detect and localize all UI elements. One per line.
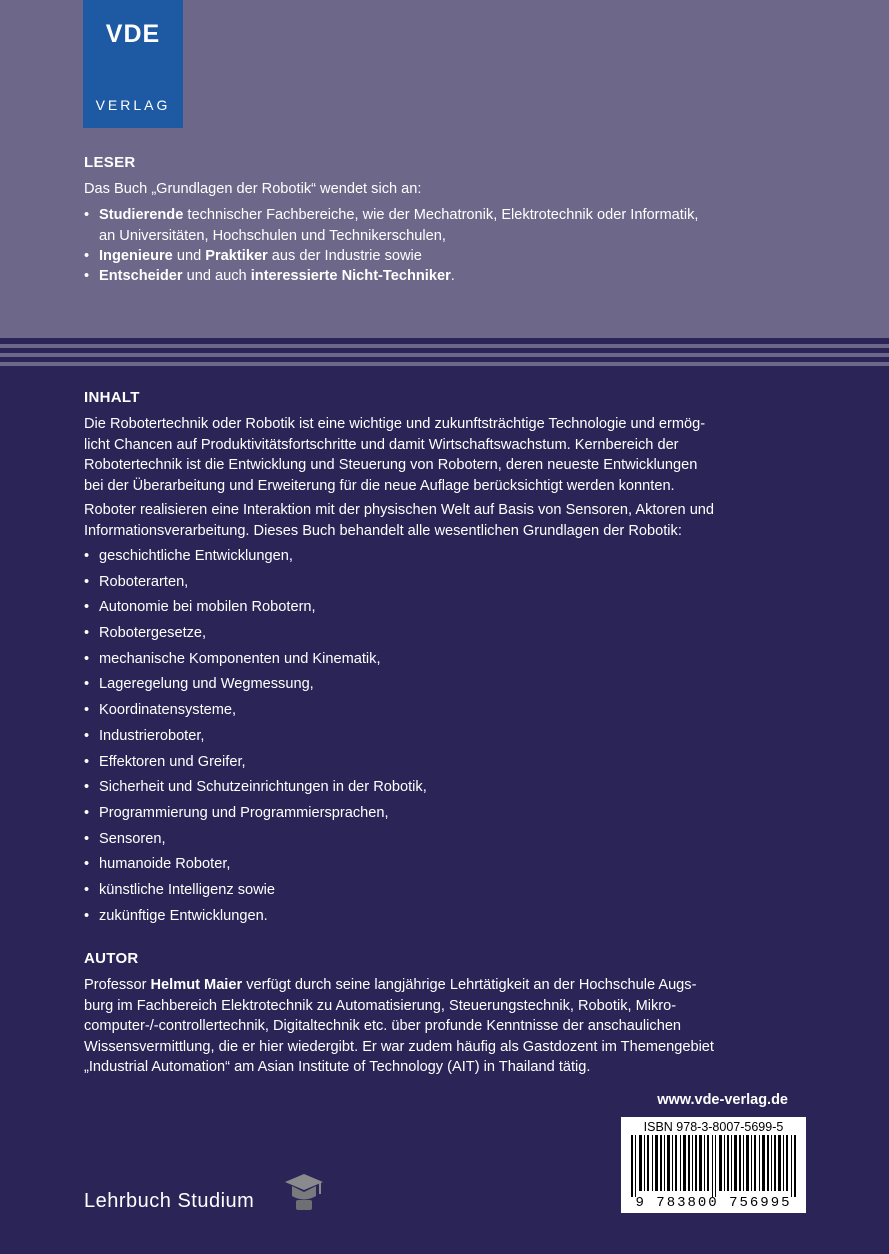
logo-verlag-text: VERLAG xyxy=(95,97,171,113)
divider-stripes xyxy=(0,338,889,372)
graduation-cap-icon xyxy=(283,1170,325,1212)
autor-heading: AUTOR xyxy=(84,950,139,967)
list-item: • Effektoren und Greifer, xyxy=(84,752,804,778)
isbn-barcode xyxy=(621,1117,806,1213)
list-item: • geschichtliche Entwicklungen, xyxy=(84,546,804,572)
inhalt-heading: INHALT xyxy=(84,389,140,406)
leser-intro: Das Buch „Grundlagen der Robotik“ wendet sich an: xyxy=(84,181,422,197)
logo-vde-text: VDE xyxy=(105,20,161,48)
list-item: • Roboterarten, xyxy=(84,572,804,598)
leser-item-ingenieure: • Ingenieure und Praktiker aus der Industrie sowie xyxy=(84,246,804,267)
topics-list xyxy=(84,546,804,931)
list-item: • Autonomie bei mobilen Robotern, xyxy=(84,597,804,623)
author-name: Helmut Maier xyxy=(150,977,243,993)
list-item: • Lageregelung und Wegmessung, xyxy=(84,674,804,700)
list-item: • Sensoren, xyxy=(84,829,804,855)
isbn-text: ISBN 978-3-8007-5699-5 xyxy=(643,1120,784,1134)
list-item: • zukünftige Entwicklungen. xyxy=(84,906,804,932)
list-item: • Sicherheit und Schutzeinrichtungen in der Robotik, xyxy=(84,777,804,803)
list-item: • mechanische Komponenten und Kinematik, xyxy=(84,649,804,675)
leser-heading: LESER xyxy=(84,154,136,171)
list-item: • Programmierung und Programmiersprachen, xyxy=(84,803,804,829)
autor-paragraph: Professor Helmut Maier verfügt durch seine langjährige Lehrtätigkeit an der Hochschule Augs- burg im Fachbereich Elektrotechnik zu Automatisierung, Steuerungstechnik, Robotik, Mikro- computer-/-controllertechnik, Digitaltechnik etc. über profunde Kenntnisse der anschaulichen Wissensvermittlung, die er hier wiedergibt. Er war zudem häufig als Gastdozent im Themengebiet „Industrial Automation“ am Asian Institute of Technology (AIT) in Thailand tätig. xyxy=(84,977,714,1076)
barcode-digits: 9 783800 756995 xyxy=(635,1195,792,1211)
publisher-url-link[interactable]: www.vde-verlag.de xyxy=(657,1092,788,1108)
list-item: • künstliche Intelligenz sowie xyxy=(84,880,804,906)
barcode-bars xyxy=(629,1135,799,1197)
inhalt-paragraph-2: Roboter realisieren eine Interaktion mit der physischen Welt auf Basis von Sensoren, Aktoren und Informationsverarbeitung. Dieses Buch behandelt alle wesentlichen Grundlagen der Robotik: xyxy=(84,502,715,539)
inhalt-paragraph-1: Die Robotertechnik oder Robotik ist eine wichtige und zukunftsträchtige Technologie und ermög- licht Chancen auf Produktivitätsfortschritte und damit Wirtschaftswachstum. Kernbereich der Robotertechnik ist die Entwicklung und Steuerung von Robotern, deren neueste Entwicklungen bei der Überarbeitung und Erweiterung für die neue Auflage berücksichtigt werden konnten. xyxy=(84,416,706,494)
top-panel xyxy=(0,0,889,338)
leser-item-entscheider: • Entscheider und auch interessierte Nicht-Techniker. xyxy=(84,266,804,287)
list-item: • Koordinatensysteme, xyxy=(84,700,804,726)
leser-item-studierende: • Studierende technischer Fachbereiche, wie der Mechatronik, Elektrotechnik oder Informatik, an Universitäten, Hochschulen und Technikerschulen, xyxy=(84,205,804,246)
series-title: Lehrbuch Studium xyxy=(84,1190,255,1212)
vde-verlag-logo[interactable] xyxy=(83,0,183,128)
list-item: • Robotergesetze, xyxy=(84,623,804,649)
list-item: • Industrieroboter, xyxy=(84,726,804,752)
list-item: • humanoide Roboter, xyxy=(84,854,804,880)
